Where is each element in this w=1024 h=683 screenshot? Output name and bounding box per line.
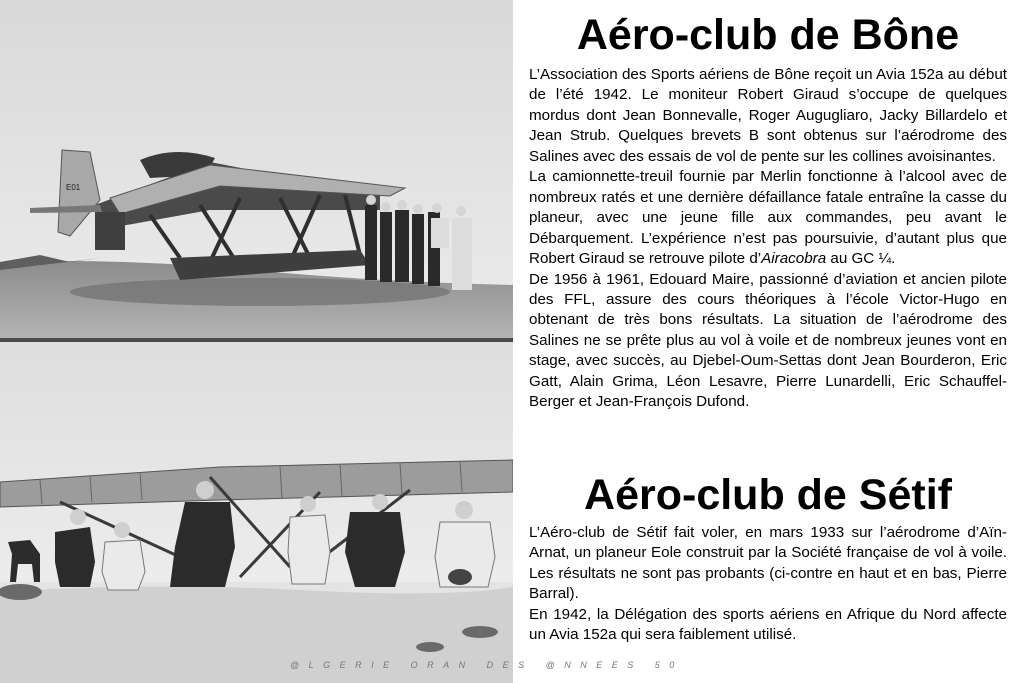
section-title-setif: Aéro-club de Sétif (584, 471, 952, 519)
section-body-setif (529, 523, 1007, 646)
paragraph: La camionnette-treuil fournie par Merlin fonctionne à l’alcool avec de nombreux ratés et une dernière défaillance fatale entraîne la casse du planeur, avec une jeune fille aux commandes, peu avant le Débarquement. L’expérience n’est pas poursuivie, d’autant plus que Robert Giraud se retrouve pilote d’Airacobra au GC ¼. (529, 168, 1007, 268)
watermark-footer: @LGERIE ORAN DES @NNEES 50 (290, 660, 684, 670)
paragraph: L’Association des Sports aériens de Bône reçoit un Avia 152a au début de l’été 1942. Le moniteur Robert Giraud s’occupe de quelques mordus dont Jean Bonnevalle, Roger Augugliaro, Jacky Billardelo et Jean Strub. Quelques brevets B sont obtenus sur l’aérodrome des Salines avec des essais de vol de pente sur les collines avoisinantes. (529, 66, 1007, 165)
paragraph: De 1956 à 1961, Edouard Maire, passionné d’aviation et ancien pilote des FFL, assure des cours théoriques à l’école Victor-Hugo en obtenant de très bons résultats. La situation de l’aérodrome des Salines ne se prête plus au vol à voile et de nombreux jeunes vont en stage, avec succès, au Djebel-Oum-Settas dont Jean Bourderon, Eric Gatt, Alain Grima, Léon Lesavre, Pierre Lunardelli, Eric Schauffel-Berger et Jean-François Dufond. (529, 270, 1007, 411)
paragraph: En 1942, la Délégation des sports aériens en Afrique du Nord affecte un Avia 152a qui sera faiblement utilisé. (529, 605, 1007, 644)
tail-marking: E01 (66, 183, 81, 192)
section-title-bone: Aéro-club de Bône (576, 11, 960, 59)
photo-glider-group (0, 0, 513, 342)
photo-glider-crew (0, 342, 513, 683)
section-body-bone (529, 65, 1007, 413)
paragraph: L’Aéro-club de Sétif fait voler, en mars 1933 sur l’aérodrome d’Aïn-Arnat, un planeur Eole construit par la Société française de vol à voile. Les résultats ne sont pas probants (ci-contre en haut et en bas, Pierre Barral). (529, 524, 1007, 603)
